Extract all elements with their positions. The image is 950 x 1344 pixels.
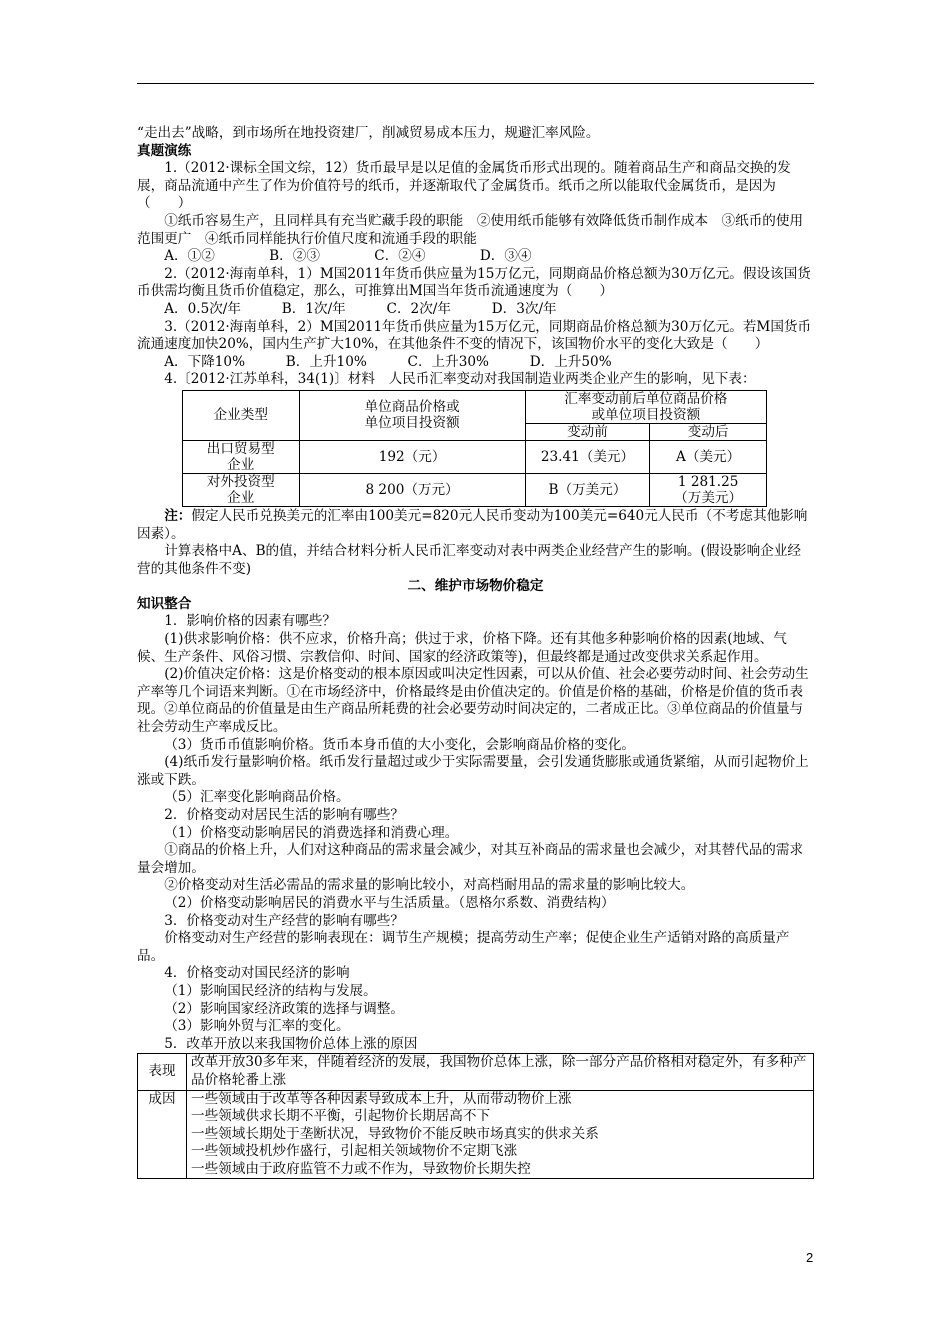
question-3-stem: 3.（2012·海南单科，2）M国2011年货币供应量为15万亿元，同期商品价格总额为30万亿元。若M国货币流通速度加快20%，国内生产扩大10%，在其他条件不变的情况下，该国物价水平的变化大致是（ ） (137, 318, 812, 353)
knowledge-item: （2）价格变动影响居民的消费水平与生活质量。（恩格尔系数、消费结构） (164, 894, 615, 911)
table-cell (650, 473, 767, 506)
question-1-options: A．①② B．②③ C．②④ D．③④ (164, 248, 532, 265)
table-cell: 192（元） (299, 440, 525, 473)
table-cell (183, 473, 300, 506)
header-cell (183, 390, 300, 440)
table-row (183, 390, 767, 423)
table-cell (183, 440, 300, 473)
cell-text: 企业类型 (213, 407, 268, 424)
note-text: 假定人民币兑换美元的汇率由100美元=820元人民币变动为100美元=640元人民币（不考虑其他影响因素）。 (137, 507, 808, 542)
knowledge-item: 2．价格变动对居民生活的影响有哪些？ (164, 807, 404, 823)
knowledge-item: （1）价格变动影响居民的消费选择和消费心理。 (164, 824, 459, 841)
knowledge-item: 1．影响价格的因素有哪些？ (164, 613, 336, 630)
knowledge-item: （5）汇率变化影响商品价格。 (164, 789, 350, 806)
knowledge-item: 3．价格变动对生产经营的影响有哪些？ (164, 912, 404, 929)
header-rule (137, 83, 814, 84)
header-cell (299, 390, 525, 440)
cell-text: 企业 (227, 489, 255, 506)
cell-text: 对外投资型 (206, 473, 275, 490)
knowledge-item: (2)价值决定价格：这是价格变动的根本原因或叫决定性因素，可以从价值、社会必要劳动时间、社会劳动生产率等几个词语来判断。①在市场经济中，价格最终是由价值决定的。价值是价格的基础，价格是价值的货币表现。②单位商品的价值量是由生产商品所耗费的社会必要劳动时间决定的，二者成正比。③单位商品的价值量与社会劳动生产率成反比。 (137, 666, 809, 736)
question-1-stem: 1.（2012·课标全国文综，12）货币最早是以足值的金属货币形式出现的。随着商品生产和商品交换的发展，商品流通中产生了作为价值符号的纸币，并逐渐取代了金属货币。纸币之所以能取代金属货币，是因为（ ） (137, 160, 791, 212)
row-label: 成因 (138, 1090, 187, 1179)
cell-text: 单位项目投资额 (364, 415, 460, 432)
knowledge-item: (4)纸币发行量影响价格。纸币发行量超过或少于实际需要量，会引发通货膨胀或通货紧缩，从而引起物价上涨或下跌。 (137, 754, 809, 788)
header-cell (525, 390, 766, 423)
section-title-price-stability: 二、维护市场物价稳定 (407, 578, 544, 595)
table-cell: B（万美元） (525, 473, 650, 506)
cell-text: 汇率变动前后单位商品价格 (564, 390, 728, 407)
section-title-knowledge: 知识整合 (137, 595, 192, 612)
question-1-items: ①纸币容易生产，且同样具有充当贮藏手段的职能 ②使用纸币能够有效降低货币制作成本 ③纸币的使用范围更广 ④纸币同样能执行价值尺度和流通手段的职能 (137, 212, 804, 247)
table-note (137, 508, 814, 543)
knowledge-item: ②价格变动对生活必需品的需求量的影响比较小，对高档耐用品的需求量的影响比较大。 (164, 877, 695, 894)
knowledge-item: (1)供求影响价格：供不应求，价格升高；供过于求，价格下降。还有其他多种影响价格的因素(地域、气候、生产条件、风俗习惯、宗教信仰、时间、国家的经济政策等)，但最终都是通过改变供求关系起作用。 (137, 631, 787, 665)
page-number: 2 (806, 1250, 814, 1265)
table-cell: 改革开放30多年来，伴随着经济的发展，我国物价总体上涨，除一部分产品价格相对稳定外，有多种产品价格轮番上涨 (187, 1054, 814, 1090)
knowledge-item: （2）影响国家经济政策的选择与调整。 (164, 1000, 404, 1017)
cell-text: 企业 (227, 456, 255, 473)
knowledge-item: （3）影响外贸与汇率的变化。 (164, 1018, 350, 1035)
table-cell (187, 1090, 814, 1179)
table-row (138, 1054, 814, 1090)
cell-text: 或单位项目投资额 (591, 406, 701, 423)
knowledge-item: 4．价格变动对国民经济的影响 (164, 965, 350, 982)
table-row (183, 440, 767, 473)
cause-line: 一些领域由于政府监管不力或不作为，导致物价长期失控 (191, 1160, 531, 1177)
cell-text: 1 281.25 (677, 473, 739, 490)
table-cell: 8 200（万元） (299, 473, 525, 506)
question-2-stem: 2.（2012·海南单科，1）M国2011年货币供应量为15万亿元，同期商品价格总额为30万亿元。假设该国货币供需均衡且货币价值稳定，那么，可推算出M国当年货币流通速度为（ ） (137, 265, 811, 300)
question-4-task: 计算表格中A、B的值，并结合材料分析人民币汇率变动对表中两类企业经营产生的影响。(假设影响企业经营的其他条件不变) (137, 543, 802, 577)
header-cell: 变动后 (650, 423, 767, 440)
table-cell: A（美元） (650, 440, 767, 473)
cell-text: （万美元） (674, 489, 743, 506)
question-3-options: A．下降10% B．上升10% C．上升30% D．上升50% (164, 353, 612, 370)
row-label: 表现 (138, 1054, 187, 1090)
price-rise-table (137, 1053, 814, 1179)
intro-line: “走出去”战略，到市场所在地投资建厂，削减贸易成本压力，规避汇率风险。 (137, 125, 600, 141)
knowledge-item: 价格变动对生产经营的影响表现在：调节生产规模；提高劳动生产率；促使企业生产适销对路的高质量产品。 (137, 930, 790, 964)
table-cell: 23.41（美元） (525, 440, 650, 473)
cell-text: 单位商品价格或 (364, 399, 460, 416)
knowledge-item: （3）货币币值影响价格。货币本身币值的大小变化，会影响商品价格的变化。 (164, 736, 636, 753)
knowledge-item: ①商品的价格上升，人们对这种商品的需求量会减少，对其互补商品的需求量也会减少，对其替代品的需求量会增加。 (137, 842, 804, 876)
exchange-rate-table (182, 390, 767, 507)
question-4-stem: 4.〔2012·江苏单科，34(1)〕材料 人民币汇率变动对我国制造业两类企业产生的影响，见下表： (164, 371, 756, 388)
knowledge-item: （1）影响国民经济的结构与发展。 (164, 982, 377, 999)
cause-line: 一些领域供求长期不平衡，引起物价长期居高不下 (191, 1108, 491, 1125)
header-cell: 变动前 (525, 423, 650, 440)
cause-line: 一些领域投机炒作盛行，引起相关领域物价不定期飞涨 (191, 1143, 518, 1160)
page-content (137, 125, 814, 1179)
table-row (183, 473, 767, 506)
section-title-practice: 真题演练 (137, 142, 192, 159)
table-row (138, 1090, 814, 1179)
cause-line: 一些领域长期处于垄断状况，导致物价不能反映市场真实的供求关系 (191, 1125, 599, 1142)
cell-text: 出口贸易型 (206, 440, 275, 457)
cause-line: 一些领域由于改革等各种因素导致成本上升，从而带动物价上涨 (191, 1090, 572, 1107)
note-label: 注： (164, 507, 192, 524)
question-2-options: A．0.5次/年 B．1次/年 C．2次/年 D．3次/年 (164, 300, 557, 317)
knowledge-item: 5．改革开放以来我国物价总体上涨的原因 (164, 1035, 418, 1052)
